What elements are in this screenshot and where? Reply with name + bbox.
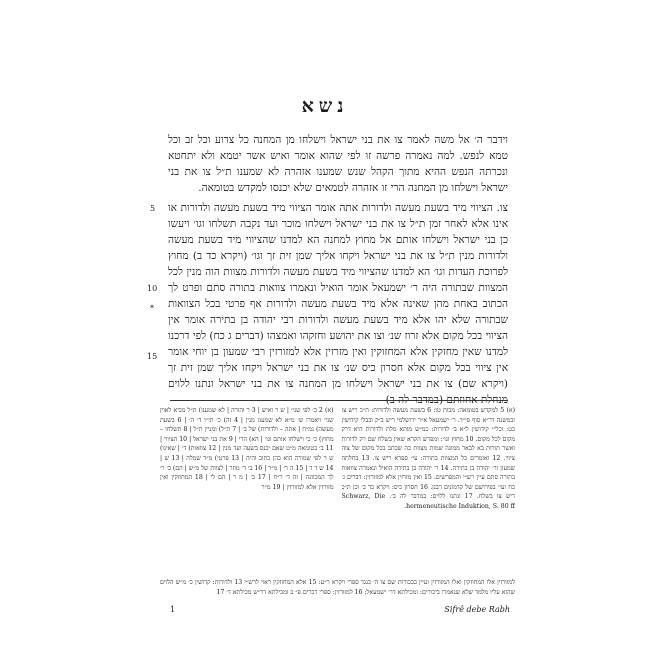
footnotes-right-column: (א) 2 ב׳ לפי שני׳ | ש ר ואיש | 3 ר והורה | לא שמענו) ת״ל מביא לאוין שני׳ ויאמרו ש׳ מ״א לא שמענו מנין | 4 זה) כ׳ תי״ו ד׳ ה׳ | 6 בשעת מעשה) נמ״ח | אתה – ולדורות) של ב׳ | 7 ת״ל) ומניין ת״ל | 8 תשלחו – מחוץ) כ׳ כי וישלחו אותם וגו׳ | הא) הרי | 9 את בני ישראל | 10 הציווי | 11 ב׳ בטומאה מ״ט שאם יכנס בשעה ועד מנין | 12 צוואות) ד׳ | שאינו) ש ר לפי שמורה הוא כהן כתוב והיה | 13 פרטי) מ״ד שמלה | 13 ש | 14 ש ד ד | 15 ה ר׳ | מ״ר | 16 ב׳ ד׳ מוזר | לצוות של מ״ש | הם) ב׳ ר׳ לך המכוונה | זה ד׳ ר״ח | 17 ב׳ | מ ר | הם לי | 18 המחוזקין ואין מזורזין אלא למזורזין | 19 מ״ר	[160, 407, 334, 491]
footnotes-bottom: למזורזין אלו המחוזקין ואלו המזורזין ועיין בבכורות שם צו ה׳ כנגד ספרי ויקרא ר״ע: 15 אלא המחוזקין ראוי לרש״י 13 ולדורות: קדושין כ׳ מ״ש הלוים שהוא עליו מלמד שלא שנאמרו ביכורים: ומכילתא דר׳ ישמעאל: 16 למזורזין: ספרי דברים פ״ ב ומכילתא דר״ש מכילתא ד׳ 17	[160, 579, 515, 596]
running-footer-title: Sifrê debe Rabh	[444, 605, 510, 614]
line-number-marker: *	[150, 304, 154, 313]
line-number: 5	[150, 204, 156, 213]
paragraph: וידבר ה׳ אל משה לאמר צו את בני ישראל וישלחו מן המחנה כל צרוע וכל זב וכל טמא לנפש. למה נאמרה פרשה זו לפי שהוא אומר ואיש אשר יטמא ולא יתחטא ונכרתה הנפש ההיא מתוך הקהל שנש שמענו אזהרה לא שמענו ת״ל צו את בני ישראל וישלחו מן המחנה הרי זו אזהרה לטמאים שלא יכנסו למקדש בטומאה.	[168, 134, 508, 194]
footnotes	[160, 406, 515, 576]
page-number: 1	[170, 605, 176, 614]
line-number: 15	[147, 352, 158, 361]
line-number: 10	[147, 284, 158, 293]
notes-divider	[170, 400, 508, 401]
page-title: נשא	[301, 95, 349, 117]
main-text	[168, 132, 508, 408]
footnotes-left-column: (א) 5 למקדש בטומאה: מכות טו: 6 בשעת מעשה ולדורות: ת״כ ריש צו ובמשנה דר״א סוף פי״ד. ר׳ ישמעאל א״ר ירושלמי ריש ב״ק ובבלי קידושין כט: וכל״י קידושין ל״א ב׳ לדורות: כמ״ש מותא מלת ולדורות היא דרק מקום לכל מקום. 10 מחוץ וגו׳: ומפרש הקרא שאין בשלח שם רק לדורות ואשר תורות בא לבאר ממונה שמות מצוות כה שכתב בכל מקום של צוה ציווי. 12 ואומרים כל המצוות בתורה: עי׳ ספרא ריש צו. 13 בחלתה שמעון ור׳ יהודה בן בתירה. 14 ר׳ יהודה בן בתירה הואיל ונאמרה צוואות בתורה סתם עיין רש״י והמפרשים. 15 ואין מזרזין אלא למזורזין: דברים ג׳ כח ועי׳ בפירושם של קדמונים רבנן. 16 חסרון כיס: ויקרא כד ב׳ וכן ת״כ ריש צו בשלח. 17 ונתנו ללוים: במדבר לה ב׳. Schwarz, Die hermeneutische Induktion, S. 80 ff.	[341, 407, 515, 510]
paragraph: צו. הציווי מיד בשעת מעשה ולדורות אתה אומר הציווי מיד בשעת מעשה ולדורות או אינו אלא לאחר זמן ת״ל צו את בני ישראל וישלחו מוכר ועד נקבה תשלחו וגו׳ ויעשו כן בני ישראל וישלחו אותם אל מחוץ למחנה הא למדנו שהציווי מיד בשעת מעשה ולדורות מנין ת״ל צו את בני ישראל ויקחו אליך שמן זית זך וגו׳ (ויקרא כד ב) מחוץ לפרוכת העדות וגו׳ הא למדנו שהציווי מיד בשעת מעשה ולדורות מצוות הוה מנין לכל המצוות שבתורה היה ר׳ ישמעאל אומר הואיל ונאמרו צוואות בתורה סתם ופרט לך הכתוב באחת מהן שאינה אלא מיד בשעת מעשה ולדורות אף פרטי בכל הצוואות שבתורה שלא יהו אלא מיד בשעת מעשה ולדורות רבי יהודה בן בתירה אומר אין הציווי בכל מקום אלא זרוז שנ׳ וצו את יהושע וחזקהו ואמצהו (דברים ג כח) לפי דרכנו למדנו שאין מחזקין אלא המחזוקין ואין מזרזין אלא למזורזין רבי שמעון בן יוחי אומר אין ציווי בכל מקום אלא חסרון כיס שנ׳ צו את בני ישראל ויקחו אליך שמן זית זך (ויקרא שם) צו את בני ישראל וישלחו מן המחנה צו את בני ישראל ונתנו ללוים מנחלת אחוזתם (במדבר לה ב)	[168, 202, 508, 406]
